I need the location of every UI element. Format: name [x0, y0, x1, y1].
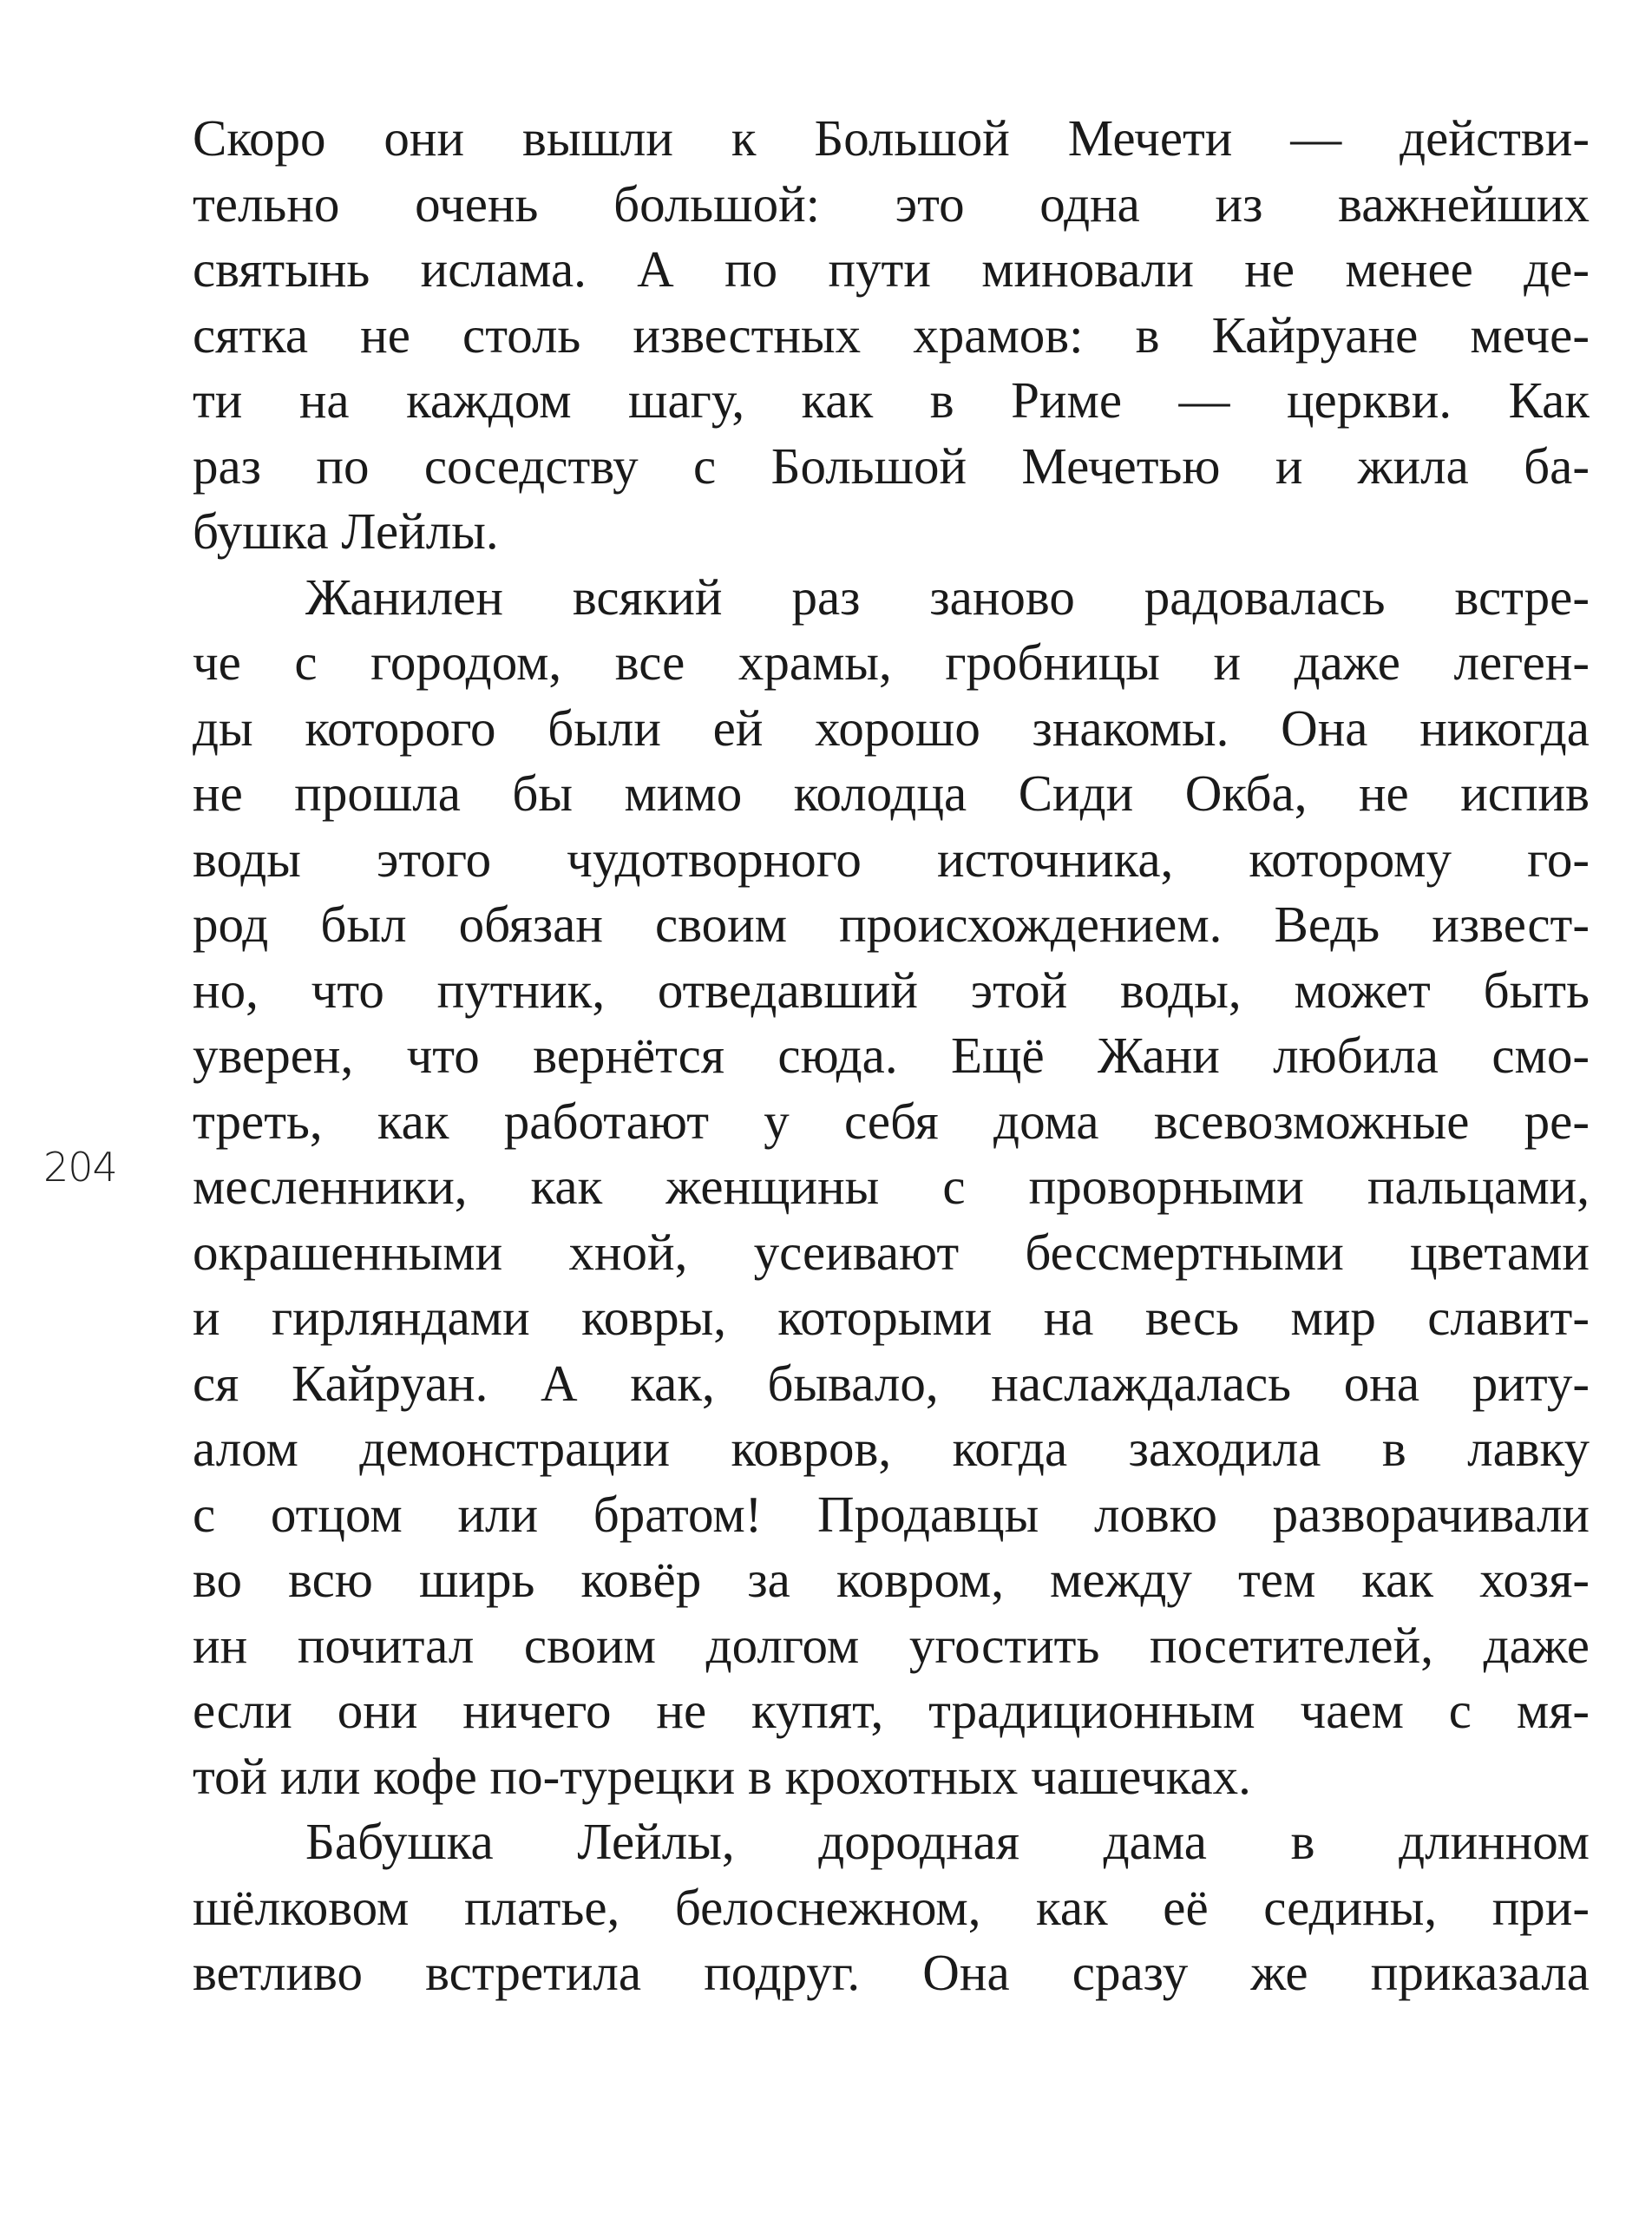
text-line: но, что путник, отведавший этой воды, может быть — [193, 961, 1590, 1019]
text-line: окрашенными хной, усеивают бессмертными цветами — [193, 1223, 1590, 1281]
text-line: воды этого чудотворного источника, которому го- — [193, 830, 1590, 888]
text-line: Бабушка Лейлы, дородная дама в длинном — [305, 1813, 1590, 1870]
text-line: Жанилен всякий раз заново радовалась встре- — [305, 568, 1590, 626]
text-line: месленники, как женщины с проворными пальцами, — [193, 1158, 1590, 1215]
text-line: не прошла бы мимо колодца Сиди Окба, не испив — [193, 764, 1590, 822]
text-line: и гирляндами ковры, которыми на весь мир славит- — [193, 1289, 1590, 1346]
text-line: Скоро они вышли к Большой Мечети — действи- — [193, 109, 1590, 167]
text-line: сятка не столь известных храмов: в Кайруане мече- — [193, 305, 1590, 364]
text-line: раз по соседству с Большой Мечетью и жила ба- — [193, 436, 1590, 495]
page-number: 204 — [43, 1144, 117, 1191]
paragraph-3 — [193, 1809, 1590, 2006]
text-line: алом демонстрации ковров, когда заходила в лавку — [193, 1420, 1590, 1477]
paragraph-2 — [193, 565, 1590, 1810]
text-line: че с городом, все храмы, гробницы и даже леген- — [193, 633, 1590, 691]
text-line: ды которого были ей хорошо знакомы. Она никогда — [193, 699, 1590, 757]
text-line: бушка Лейлы. — [193, 502, 499, 560]
text-line: с отцом или братом! Продавцы ловко разворачивали — [193, 1485, 1590, 1543]
text-line: ветливо встретила подруг. Она сразу же приказала — [193, 1944, 1590, 2001]
paragraph-1 — [193, 106, 1590, 565]
text-line: род был обязан своим происхождением. Ведь извест- — [193, 896, 1590, 953]
text-line: ти на каждом шагу, как в Риме — церкви. Как — [193, 371, 1590, 429]
text-line: святынь ислама. А по пути миновали не менее де- — [193, 240, 1590, 298]
text-line: ся Кайруан. А как, бывало, наслаждалась она риту- — [193, 1354, 1590, 1412]
text-line: ин почитал своим долгом угостить посетителей, даже — [193, 1616, 1590, 1674]
text-line: той или кофе по-турецки в крохотных чашечках. — [193, 1747, 1251, 1805]
text-line: во всю ширь ковёр за ковром, между тем как хозя- — [193, 1551, 1590, 1608]
text-line: шёлковом платье, белоснежном, как её седины, при- — [193, 1878, 1590, 1936]
text-line: треть, как работают у себя дома всевозможные ре- — [193, 1092, 1590, 1150]
body-text — [193, 106, 1590, 2006]
text-line: если они ничего не купят, традиционным чаем с мя- — [193, 1682, 1590, 1739]
text-line: тельно очень большой: это одна из важнейших — [193, 174, 1590, 233]
text-line: уверен, что вернётся сюда. Ещё Жани любила смо- — [193, 1027, 1590, 1084]
